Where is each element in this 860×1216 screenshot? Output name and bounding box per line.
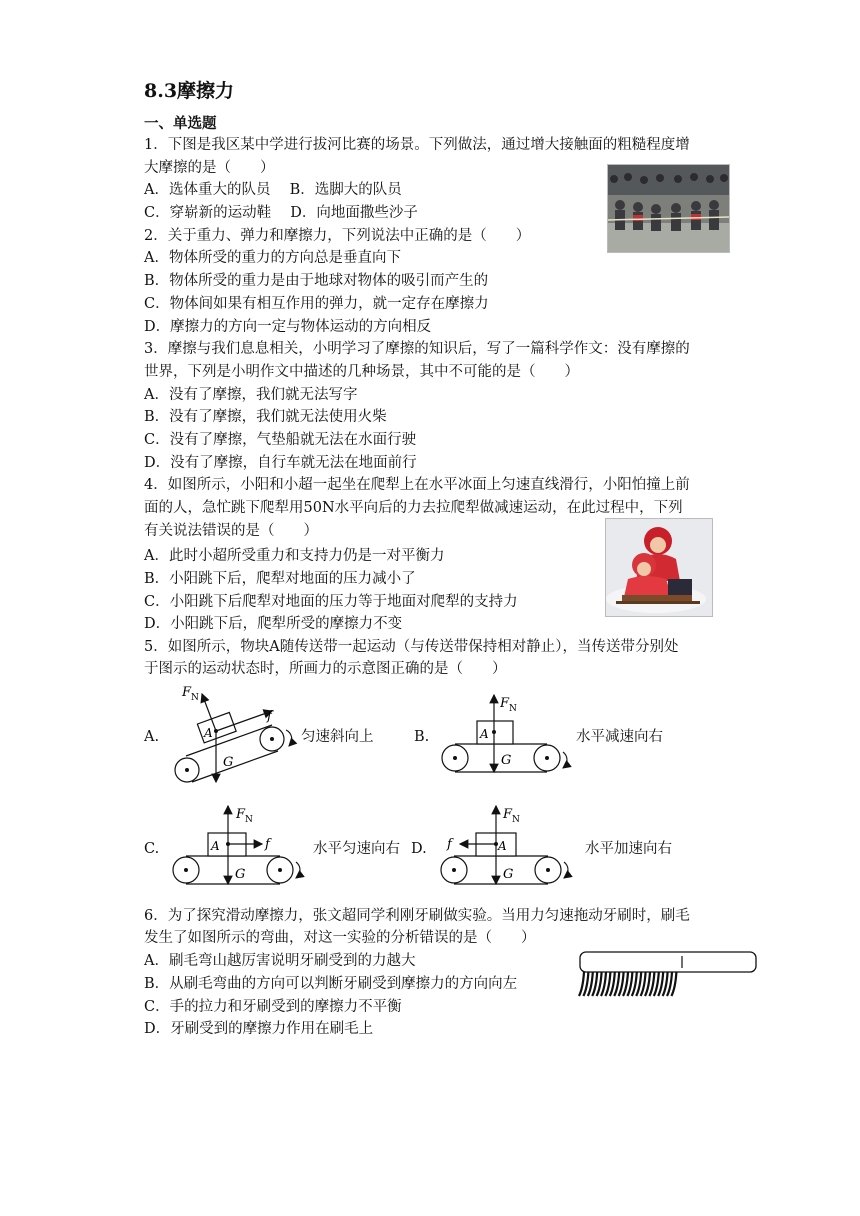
question-1-options-cd: C．穿崭新的运动鞋 D．向地面撒些沙子 — [144, 205, 418, 221]
tug-of-war-photo — [607, 164, 730, 253]
question-3-stem-line-1: 3．摩擦与我们息息相关，小明学习了摩擦的知识后，写了一篇科学作文：没有摩擦的 — [144, 341, 690, 357]
figure-b-state: 水平减速向右 — [576, 729, 663, 745]
question-3-stem-line-2: 世界，下列是小明作文中描述的几种场景，其中不可能的是（ ） — [144, 364, 579, 380]
toothbrush-diagram — [578, 950, 758, 1002]
block-a-label: A — [211, 839, 220, 853]
question-3-option-b: B．没有了摩擦，我们就无法使用火柴 — [144, 409, 387, 425]
question-1-stem-line-1: 1．下图是我区某中学进行拔河比赛的场景。下列做法，通过增大接触面的粗糙程度增 — [144, 137, 690, 153]
block-a-label: A — [498, 839, 507, 853]
sled-photo — [605, 518, 713, 617]
question-4-stem-line-3: 有关说法错误的是（ ） — [144, 523, 318, 539]
gravity-label: G — [223, 755, 234, 770]
gravity-label: G — [501, 753, 512, 768]
question-5-stem-line-1: 5．如图所示，物块A随传送带一起运动（与传送带保持相对静止），当传送带分别处 — [144, 639, 679, 655]
friction-label: f — [447, 837, 452, 852]
question-4-option-d: D．小阳跳下后，爬犁所受的摩擦力不变 — [144, 616, 403, 632]
question-3-option-d: D．没有了摩擦，自行车就无法在地面前行 — [144, 455, 417, 471]
question-4-stem-line-2: 面的人，急忙跳下爬犁用50N水平向后的力去拉爬犁做减速运动，在此过程中，下列 — [144, 500, 683, 516]
question-6-option-a: A．刷毛弯山越厉害说明牙刷受到的力越大 — [144, 953, 416, 969]
question-1-stem-line-2: 大摩擦的是（ ） — [144, 160, 275, 176]
gravity-label: G — [503, 867, 514, 882]
conveyor-diagram-b — [435, 690, 585, 780]
figure-c-state: 水平匀速向右 — [313, 841, 400, 857]
question-6-stem-line-2: 发生了如图所示的弯曲，对这一实验的分析错误的是（ ） — [144, 930, 536, 946]
normal-force-subscript: N — [245, 815, 253, 825]
conveyor-diagram-d — [430, 800, 585, 890]
question-3-option-a: A．没有了摩擦，我们就无法写字 — [144, 387, 358, 403]
normal-force-label: F — [500, 696, 510, 711]
question-4-stem-line-1: 4．如图所示，小阳和小超一起坐在爬犁上在水平冰面上匀速直线滑行，小阳怕撞上前 — [144, 477, 690, 493]
question-4-option-a: A．此时小超所受重力和支持力仍是一对平衡力 — [144, 548, 445, 564]
block-a-label: A — [204, 726, 213, 740]
normal-force-subscript: N — [191, 693, 199, 703]
question-2-stem: 2．关于重力、弹力和摩擦力，下列说法中正确的是（ ） — [144, 228, 531, 244]
figure-a-option-label: A. — [144, 729, 160, 745]
normal-force-label: F — [503, 807, 513, 822]
question-5-stem-line-2: 于图示的运动状态时，所画力的示意图正确的是（ ） — [144, 661, 507, 677]
normal-force-label: F — [236, 807, 246, 822]
question-6-option-c: C．手的拉力和牙刷受到的摩擦力不平衡 — [144, 999, 402, 1015]
gravity-label: G — [235, 867, 246, 882]
question-4-option-c: C．小阳跳下后爬犁对地面的压力等于地面对爬犁的支持力 — [144, 594, 518, 610]
figure-c-option-label: C. — [144, 841, 160, 857]
question-2-option-b: B．物体所受的重力是由于地球对物体的吸引而产生的 — [144, 273, 489, 289]
figure-a-state: 匀速斜向上 — [301, 729, 374, 745]
figure-d-option-label: D. — [411, 841, 427, 857]
question-6-option-b: B．从刷毛弯曲的方向可以判断牙刷受到摩擦力的方向向左 — [144, 976, 518, 992]
section-heading: 一、单选题 — [144, 115, 217, 132]
friction-label: f — [265, 837, 270, 852]
normal-force-label: F — [182, 685, 192, 700]
question-6-stem-line-1: 6．为了探究滑动摩擦力，张文超同学利刚牙刷做实验。当用力匀速拖动牙刷时，刷毛 — [144, 908, 690, 924]
page-title: 8.3摩擦力 — [144, 80, 235, 102]
friction-label: f — [267, 709, 272, 724]
figure-d-state: 水平加速向右 — [585, 841, 672, 857]
normal-force-subscript: N — [509, 704, 517, 714]
question-2-option-c: C．物体间如果有相互作用的弹力，就一定存在摩擦力 — [144, 296, 489, 312]
conveyor-diagram-c — [168, 800, 318, 890]
block-a-label: A — [480, 727, 489, 741]
question-4-option-b: B．小阳跳下后，爬犁对地面的压力减小了 — [144, 571, 416, 587]
question-2-option-a: A．物体所受的重力的方向总是垂直向下 — [144, 250, 401, 266]
question-6-option-d: D．牙刷受到的摩擦力作用在刷毛上 — [144, 1021, 374, 1037]
figure-b-option-label: B. — [414, 729, 430, 745]
question-3-option-c: C．没有了摩擦，气垫船就无法在水面行驶 — [144, 432, 417, 448]
normal-force-subscript: N — [512, 815, 520, 825]
question-1-options-ab: A．选体重大的队员 B．选脚大的队员 — [144, 182, 402, 198]
bristle — [579, 972, 584, 996]
question-2-option-d: D．摩擦力的方向一定与物体运动的方向相反 — [144, 319, 432, 335]
